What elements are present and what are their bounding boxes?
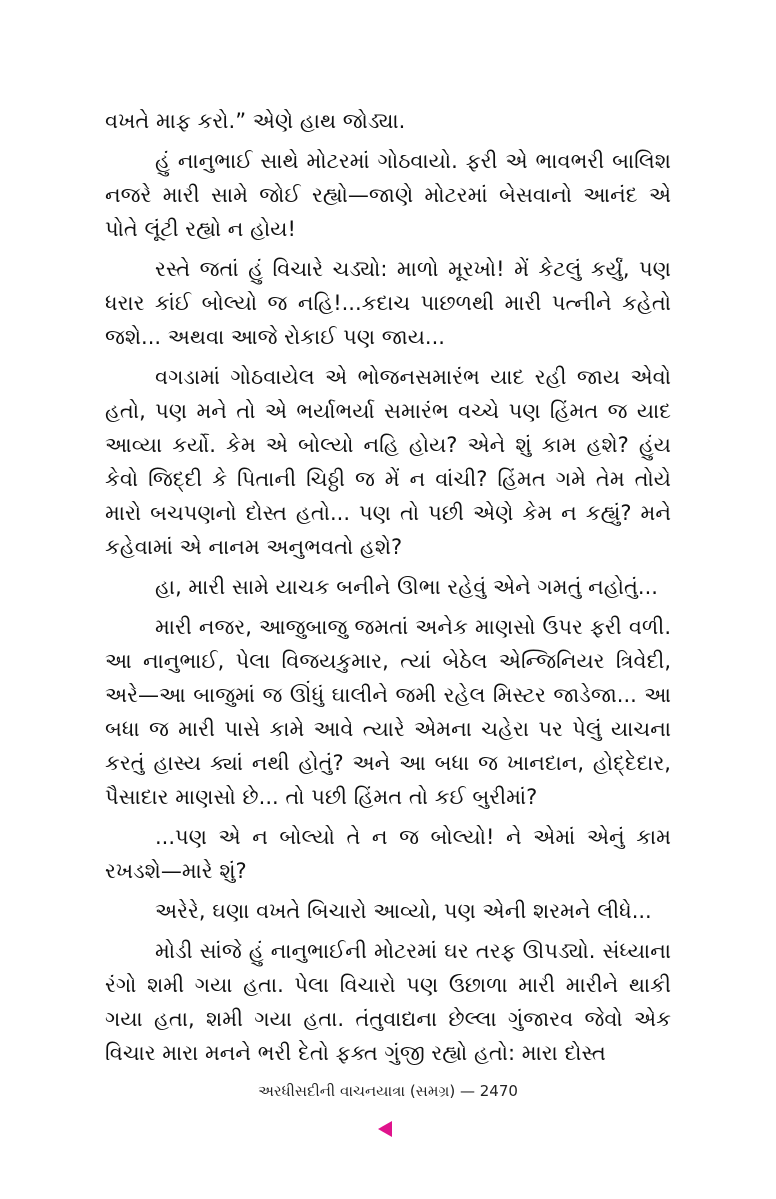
paragraph: મારી નજર, આજુબાજુ જમતાં અનેક માણસો ઉપર ફરી વળી. આ નાનુભાઈ, પેલા વિજયકુમાર, ત્યાં બેઠેલ એન્જિનિયર ત્રિવેદી, અરે—આ બાજુમાં જ ઊંધું ઘાલીને જમી રહેલ મિસ્ટર જાડેજા... આ બધા જ મારી પાસે કામે આવે ત્યારે એમના ચહેરા પર પેલું યાચના કરતું હાસ્ય ક્યાં નથી હોતું? અને આ બધા જ ખાનદાન, હોદ્દેદાર, પૈસાદાર માણસો છે... તો પછી હિંમત તો કઈ બુરીમાં? <box>105 615 671 809</box>
paragraph: વગડામાં ગોઠવાયેલ એ ભોજનસમારંભ યાદ રહી જાય એવો હતો, પણ મને તો એ ભર્યાભર્યા સમારંભ વચ્ચે પણ હિંમત જ યાદ આવ્યા કર્યો. કેમ એ બોલ્યો નહિ હોય? એને શું કામ હશે? હુંય કેવો જિદ્દી કે પિતાની ચિઠ્ઠી જ મેં ન વાંચી? હિંમત ગમે તેમ તોયે મારો બચપણનો દોસ્ત હતો... પણ તો પછી એણે કેમ ન કહ્યું? મને કહેવામાં એ નાનમ અનુભવતો હશે? <box>105 365 671 559</box>
paragraph: રસ્તે જતાં હું વિચારે ચડ્યો: માળો મૂરખો! મેં કેટલું કર્યું, પણ ધરાર કાંઈ બોલ્યો જ નહિ!...કદાચ પાછળથી મારી પત્નીને કહેતો જશે... અથવા આજે રોકાઈ પણ જાય... <box>105 257 671 349</box>
previous-page-arrow-icon[interactable] <box>378 1121 392 1137</box>
paragraph: ...પણ એ ન બોલ્યો તે ન જ બોલ્યો! ને એમાં એનું કામ રખડશે—મારે શું? <box>105 825 671 883</box>
paragraph: હું નાનુભાઈ સાથે મોટરમાં ગોઠવાયો. ફરી એ ભાવભરી બાલિશ નજરે મારી સામે જોઈ રહ્યો—જાણે મોટરમાં બેસવાનો આનંદ એ પોતે લૂંટી રહ્યો ન હોય! <box>105 149 671 241</box>
page-body <box>105 104 671 1076</box>
paragraph: વખતે માફ કરો.” એણે હાથ જોડ્યા. <box>105 109 406 133</box>
paragraph: મોડી સાંજે હું નાનુભાઈની મોટરમાં ઘર તરફ ઊપડ્યો. સંધ્યાના રંગો શમી ગયા હતા. પેલા વિચારો પણ ઉછાળા મારી મારીને થાકી ગયા હતા, શમી ગયા હતા. તંતુવાદ્યના છેલ્લા ગુંજારવ જેવો એક વિચાર મારા મનને ભરી દેતો ફક્ત ગુંજી રહ્યો હતો: મારા દોસ્ત <box>105 939 671 1065</box>
paragraph: અરેરે, ઘણા વખતે બિચારો આવ્યો, પણ એની શરમને લીધે... <box>155 899 652 923</box>
paragraph: હા, મારી સામે યાચક બનીને ઊભા રહેવું એને ગમતું નહોતું... <box>155 575 658 599</box>
page-footer: અરધીસદીની વાચનયાત્રા (સમગ્ર) — 2470 <box>258 1082 518 1100</box>
